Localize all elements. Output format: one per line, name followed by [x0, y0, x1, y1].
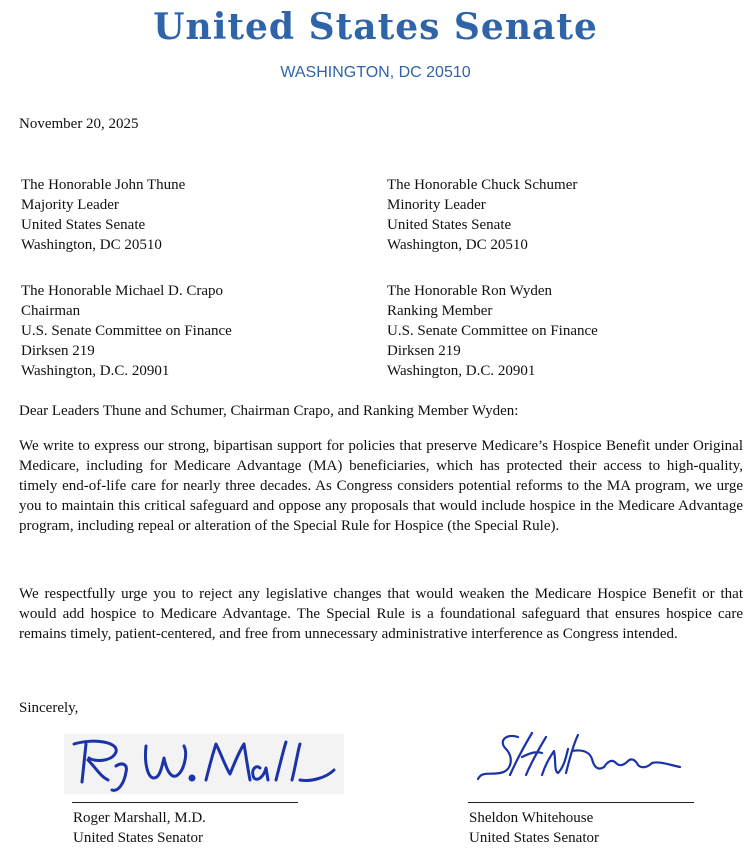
addressee-office: Dirksen 219 — [387, 343, 461, 359]
addressee-location: Washington, DC 20510 — [21, 237, 162, 253]
addressee-block-schumer — [387, 175, 727, 255]
signer-name: Roger Marshall, M.D. — [73, 810, 206, 826]
addressee-title: Chairman — [21, 303, 81, 319]
body-paragraph: We respectfully urge you to reject any legislative changes that would weaken the Medicare Hospice Benefit or that would add hospice to Medicare Advantage. The Special Rule is a foundational safeguard that ensures hospice care remains timely, patient-centered, and free from unnecessary administrative interference as Congress intended. — [19, 586, 743, 642]
letter-date: November 20, 2025 — [19, 116, 139, 132]
addressee-block-thune — [21, 175, 361, 255]
addressee-org: United States Senate — [21, 217, 146, 233]
addressee-name: The Honorable Michael D. Crapo — [21, 283, 224, 299]
addressee-name: The Honorable John Thune — [21, 177, 186, 193]
addressee-title: Minority Leader — [387, 197, 486, 213]
signer-block-whitehouse — [469, 808, 599, 848]
letterhead-subtitle: WASHINGTON, DC 20510 — [280, 64, 471, 81]
salutation: Dear Leaders Thune and Schumer, Chairman Crapo, and Ranking Member Wyden: — [19, 403, 519, 419]
signature-line — [72, 802, 298, 803]
signer-name: Sheldon Whitehouse — [469, 810, 594, 826]
signature-whitehouse-image — [470, 727, 690, 787]
signer-title: United States Senator — [469, 830, 599, 846]
closing: Sincerely, — [19, 700, 79, 716]
addressee-org: U.S. Senate Committee on Finance — [387, 323, 598, 339]
addressee-office: Dirksen 219 — [21, 343, 95, 359]
addressee-title: Majority Leader — [21, 197, 119, 213]
signer-block-marshall — [73, 808, 206, 848]
addressee-org: United States Senate — [387, 217, 512, 233]
addressee-block-wyden — [387, 281, 727, 381]
addressee-name: The Honorable Chuck Schumer — [387, 177, 578, 193]
signature-marshall-image — [64, 734, 344, 794]
addressee-location: Washington, D.C. 20901 — [387, 363, 536, 379]
addressee-title: Ranking Member — [387, 303, 493, 319]
signature-line — [468, 802, 694, 803]
signer-title: United States Senator — [73, 830, 203, 846]
addressee-name: The Honorable Ron Wyden — [387, 283, 553, 299]
letterhead-title: United States Senate — [153, 6, 598, 48]
addressee-location: Washington, DC 20510 — [387, 237, 528, 253]
body-paragraph: We write to express our strong, bipartisan support for policies that preserve Medicare’s Hospice Benefit under Original Medicare, including for Medicare Advantage (MA) beneficiaries, which has protected their access to high-quality, timely end-of-life care for nearly three decades. As Congress considers potential reforms to the MA program, we urge you to maintain this critical safeguard and oppose any proposals that would include hospice in the Medicare Advantage program, including repeal or alteration of the Special Rule for Hospice (the Special Rule). — [19, 438, 743, 534]
addressee-block-crapo — [21, 281, 361, 381]
addressee-location: Washington, D.C. 20901 — [21, 363, 170, 379]
addressee-org: U.S. Senate Committee on Finance — [21, 323, 232, 339]
